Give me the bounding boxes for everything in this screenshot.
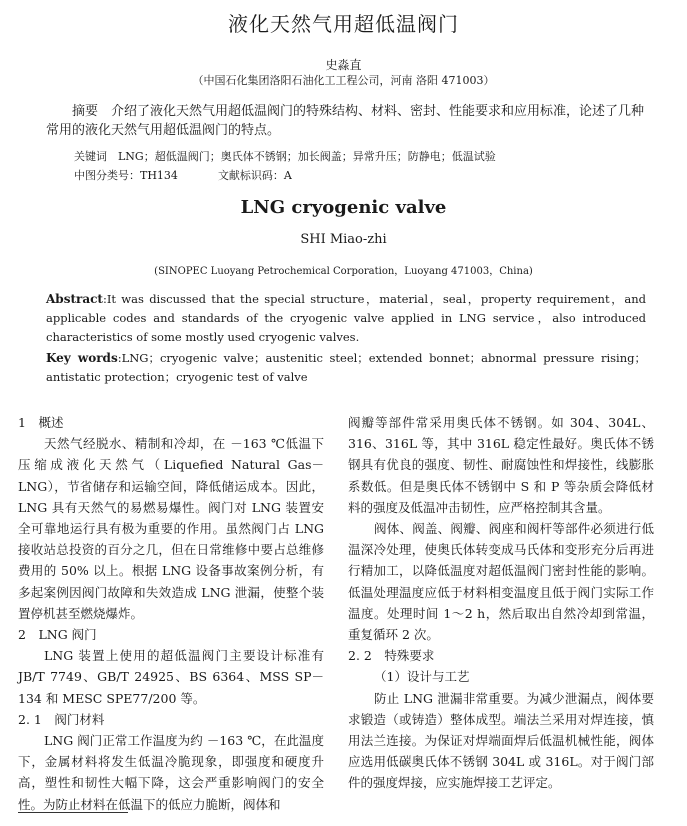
paragraph: 天然气经脱水、精制和冷却，在 －163 ℃低温下压缩成液化天然气（Liquefied Natural Gas－LNG），节省储存和运输空间，降低储运成本。因此，LNG 具有天然气的易燃易爆性。阀门对 LNG 装置安全可靠地运行具有极为重要的作用。虽然阀门占 LNG 接收站总投资的百分之几，但在日常维修中要占总维修费用的 50% 以上。根据 LNG 设备事故案例分析，有多起案例因阀门故障和失效造成 LNG 泄漏，使整个装置停机甚至燃烧爆炸。	[18, 436, 324, 621]
english-author: SHI Miao-zhi	[300, 232, 387, 247]
document-code: 文献标识码：A	[217, 169, 292, 182]
sub-item-heading: （1）设计与工艺	[374, 669, 470, 685]
paragraph: 阀体、阀盖、阀瓣、阀座和阀杆等部件必须进行低温深冷处理，使奥氏体转变成马氏体和变形充分后再进行精加工，以降低温度对超低温阀门密封性能的影响。低温处理温度应低于材料相变温度且低于阀门实际工作温度。处理时间 1～2 h，然后取出自然冷却到常温，重复循环 2 次。	[348, 521, 654, 643]
english-title: LNG cryogenic valve	[240, 197, 447, 218]
abstract-label: Abstract	[46, 292, 103, 306]
english-abstract	[46, 290, 646, 347]
classification-line	[74, 167, 654, 183]
keywords-label: Key words	[46, 351, 118, 365]
paragraph: LNG 阀门正常工作温度为约 －163 ℃，在此温度下，金属材料将发生低温冷脆现象，即强度和硬度升高，塑性和韧性大幅下降，这会严重影响阀门的安全性。为防止材料在低温下的低应力脆断，阀体和	[18, 733, 324, 812]
chinese-title: 液化天然气用超低温阀门	[228, 12, 459, 36]
chinese-keywords: 关键词 LNG；超低温阀门；奥氏体不锈钢；加长阀盖；异常升压；防静电；低温试验	[74, 150, 496, 163]
chinese-author: 史淼直	[325, 58, 362, 72]
subsection-heading: 2. 1 阀门材料	[18, 711, 105, 727]
english-keywords	[46, 349, 646, 387]
subsection-heading: 2. 2 特殊要求	[348, 648, 435, 664]
paragraph: 阀瓣等部件常采用奥氏体不锈钢。如 304、304L、316、316L 等，其中 316L 稳定性最好。奥氏体不锈钢具有优良的强度、韧性、耐腐蚀性和焊接性，线膨胀系数低。但是奥氏体不锈钢中 S 和 P 等杂质会降低材料的强度及低温冲击韧性，应严格控制其含量。	[348, 415, 654, 515]
footnote-divider	[18, 812, 128, 813]
abstract-text: :It was discussed that the special structure，material，seal，property requirement，and applicable codes and standards of the cryogenic valve applied in LNG service，also introduced characteristics of some mostly used cryogenic valves.	[46, 292, 646, 344]
english-affiliation: (SINOPEC Luoyang Petrochemical Corporation，Luoyang 471003，China)	[154, 266, 533, 277]
right-column	[348, 412, 654, 794]
paragraph: LNG 装置上使用的超低温阀门主要设计标准有 JB/T 7749、GB/T 24925、BS 6364、MSS SP－134 和 MESC SPE77/200 等。	[18, 648, 324, 706]
section-heading: 1 概述	[18, 415, 64, 430]
section-heading: 2 LNG 阀门	[18, 627, 97, 643]
left-column	[18, 412, 324, 815]
chinese-abstract: 摘要 介绍了液化天然气用超低温阀门的特殊结构、材料、密封、性能要求和应用标准，论述了几种常用的液化天然气用超低温阀门的特点。	[46, 104, 645, 138]
keywords-text: :LNG；cryogenic valve；austenitic steel；extended bonnet；abnormal pressure rising；antistatic protection；cryogenic test of valve	[46, 351, 646, 384]
paragraph: 防止 LNG 泄漏非常重要。为减少泄漏点，阀体要求锻造（或铸造）整体成型。端法兰采用对焊连接，慎用法兰连接。为保证对焊端面焊后低温机械性能，阀体应选用低碳奥氏体不锈钢 304L 或 316L。对于阀门部件的强度焊接，应实施焊接工艺评定。	[348, 690, 654, 791]
chinese-affiliation: （中国石化集团洛阳石油化工工程公司，河南 洛阳 471003）	[192, 74, 495, 87]
classification-number: 中图分类号：TH134	[74, 169, 178, 182]
